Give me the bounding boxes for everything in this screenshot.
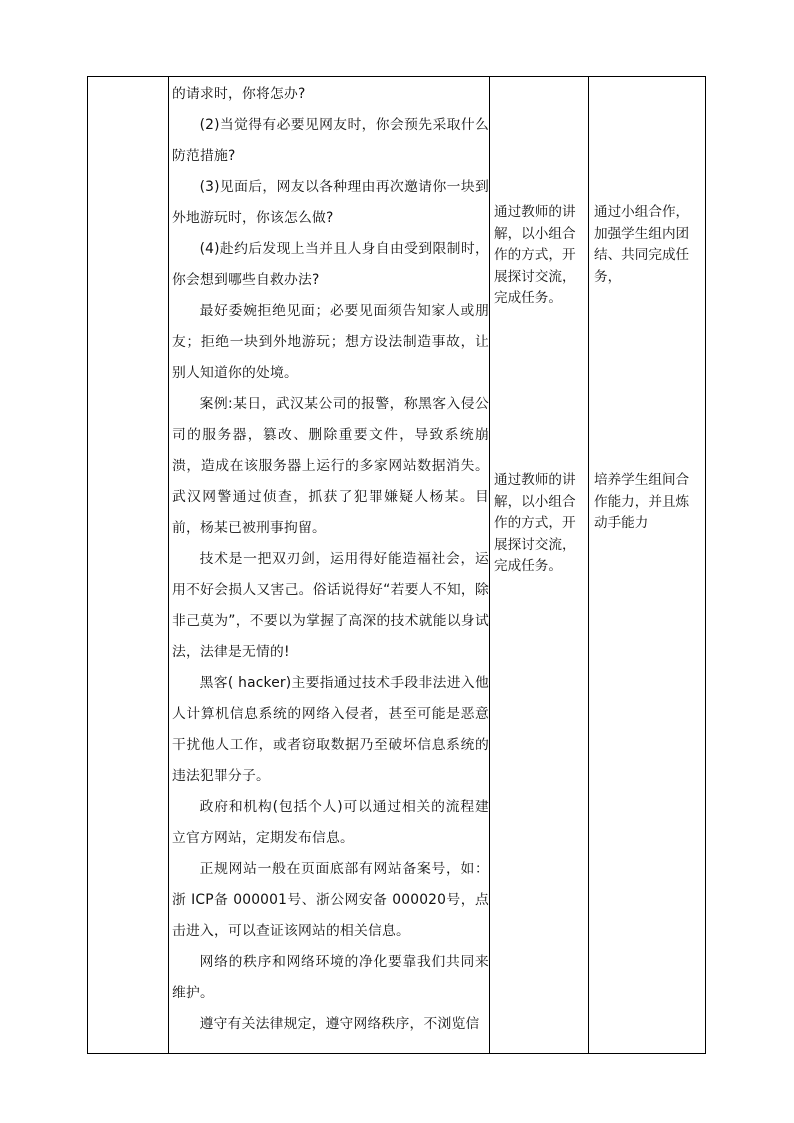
content-paragraph: 网络的秩序和网络环境的净化要靠我们共同来维护。: [172, 954, 489, 1001]
content-paragraph: (4)赴约后发现上当并且人身自由受到限制时，你会想到哪些自救办法?: [172, 241, 489, 288]
content-paragraph: 正规网站一般在页面底部有网站备案号，如：浙 ICP备 000001号、浙公网安备 000020号，点击进入，可以查证该网站的相关信息。: [172, 861, 489, 939]
content-paragraph: 最好委婉拒绝见面；必要见面须告知家人或朋友；拒绝一块到外地游玩；想方设法制造事故，让别人知道你的处境。: [172, 303, 489, 381]
content-paragraph: 黑客( hacker)主要指通过技术手段非法进入他人计算机信息系统的网络入侵者，甚至可能是恶意干扰他人工作，或者窃取数据乃至破坏信息系统的违法犯罪分子。: [172, 675, 489, 784]
content-paragraph: 案例:某日，武汉某公司的报警，称黑客入侵公司的服务器，篡改、删除重要文件，导致系统崩溃，造成在该服务器上运行的多家网站数据消失。武汉网警通过侦查，抓获了犯罪嫌疑人杨某。目前，杨某已被刑事拘留。: [172, 396, 489, 536]
column-divider-2: [489, 77, 490, 1053]
method-cell-2: 通过教师的讲解，以小组合作的方式，开展探讨交流，完成任务。: [494, 472, 576, 574]
content-paragraph: 政府和机构(包括个人)可以通过相关的流程建立官方网站，定期发布信息。: [172, 799, 489, 846]
column-divider-1: [168, 77, 169, 1053]
content-paragraph: (3)见面后，网友以各种理由再次邀请你一块到外地游玩时，你该怎么做?: [172, 179, 489, 226]
intent-cell-1: 通过小组合作，加强学生组内团结、共同完成任务，: [594, 204, 690, 285]
content-paragraph: 的请求时，你将怎办?: [172, 86, 306, 102]
content-paragraph: (2)当觉得有必要见网友时，你会预先采取什么防范措施?: [172, 117, 489, 164]
content-paragraph: 遵守有关法律规定，遵守网络秩序，不浏览信: [199, 1016, 480, 1032]
content-paragraph: 技术是一把双刃剑，运用得好能造福社会，运用不好会损人又害己。俗话说得好“若要人不知，除非己莫为”，不要以为掌握了高深的技术就能以身试法，法律是无情的!: [172, 551, 489, 660]
column-divider-3: [588, 77, 589, 1053]
teaching-content-column: [170, 77, 489, 1053]
method-cell-1: 通过教师的讲解，以小组合作的方式，开展探讨交流，完成任务。: [494, 204, 576, 306]
intent-cell-2: 培养学生组间合作能力，并且炼动手能力: [594, 472, 690, 531]
lesson-table: [87, 76, 706, 1054]
